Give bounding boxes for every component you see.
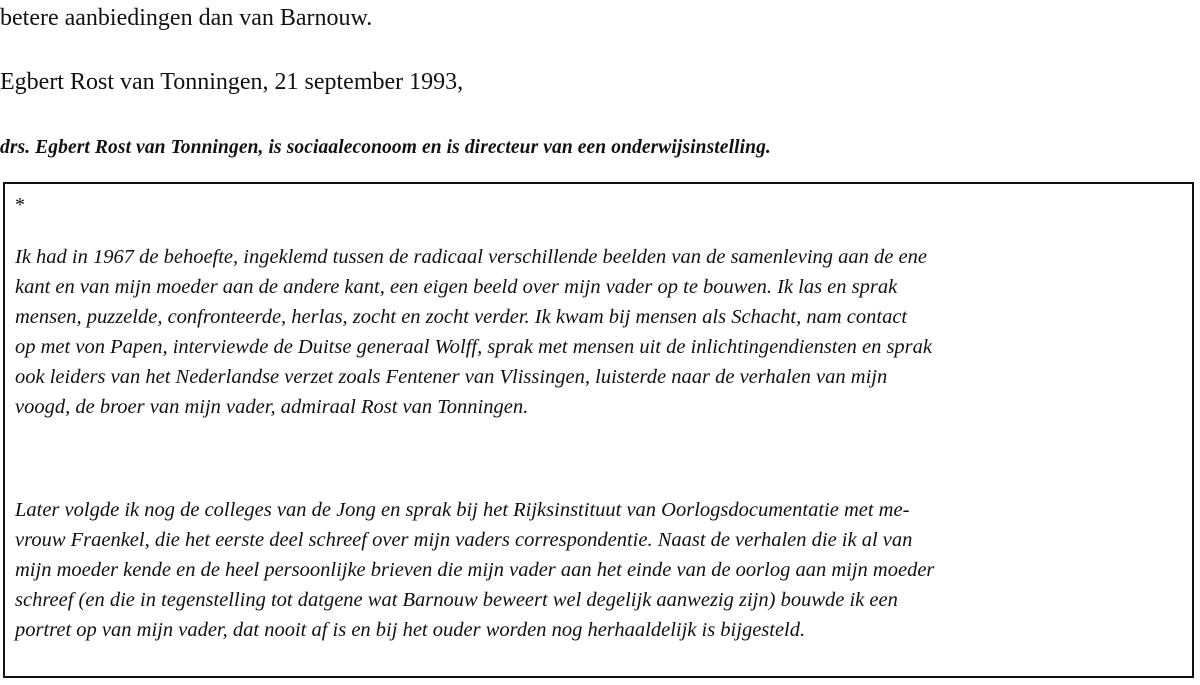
paragraph-2-line-3: mijn moeder kende en de heel persoonlijke brieven die mijn vader aan het einde van de oorlog aan mijn moeder bbox=[15, 559, 935, 581]
paragraph-1-line-1: Ik had in 1967 de behoefte, ingeklemd tussen de radicaal verschillende beelden van de samenleving aan de ene bbox=[15, 246, 927, 268]
paragraph-2-line-1: Later volgde ik nog de colleges van de Jong en sprak bij het Rijksinstituut van Oorlogsdocumentatie met me- bbox=[15, 499, 910, 521]
quote-box bbox=[3, 182, 1194, 678]
paragraph-1-line-2: kant en van mijn moeder aan de andere kant, een eigen beeld over mijn vader op te bouwen. Ik las en sprak bbox=[15, 276, 898, 298]
paragraph-2-line-2: vrouw Fraenkel, die het eerste deel schreef over mijn vaders correspondentie. Naast de verhalen die ik al van bbox=[15, 529, 913, 551]
paragraph-1-line-5: ook leiders van het Nederlandse verzet zoals Fentener van Vlissingen, luisterde naar de verhalen van mijn bbox=[15, 366, 888, 388]
asterisk-marker: * bbox=[15, 194, 25, 216]
paragraph-1-line-3: mensen, puzzelde, confronteerde, herlas, zocht en zocht verder. Ik kwam bij mensen als Schacht, nam contact bbox=[15, 306, 908, 328]
signature-line: Egbert Rost van Tonningen, 21 september 1993, bbox=[0, 69, 464, 95]
paragraph-1-line-4: op met von Papen, interviewde de Duitse generaal Wolff, sprak met mensen uit de inlichtingendiensten en sprak bbox=[15, 336, 932, 358]
paragraph-1-line-6: voogd, de broer van mijn vader, admiraal Rost van Tonningen. bbox=[15, 396, 529, 418]
paragraph-2-line-5: portret op van mijn vader, dat nooit af is en bij het ouder worden nog herhaaldelijk is bijgesteld. bbox=[15, 619, 806, 641]
author-byline: drs. Egbert Rost van Tonningen, is sociaaleconoom en is directeur van een onderwijsinstelling. bbox=[0, 137, 771, 158]
intro-line-1: betere aanbiedingen dan van Barnouw. bbox=[0, 5, 373, 31]
paragraph-2-line-4: schreef (en die in tegenstelling tot datgene wat Barnouw beweert wel degelijk aanwezig zijn) bouwde ik een bbox=[15, 589, 898, 611]
